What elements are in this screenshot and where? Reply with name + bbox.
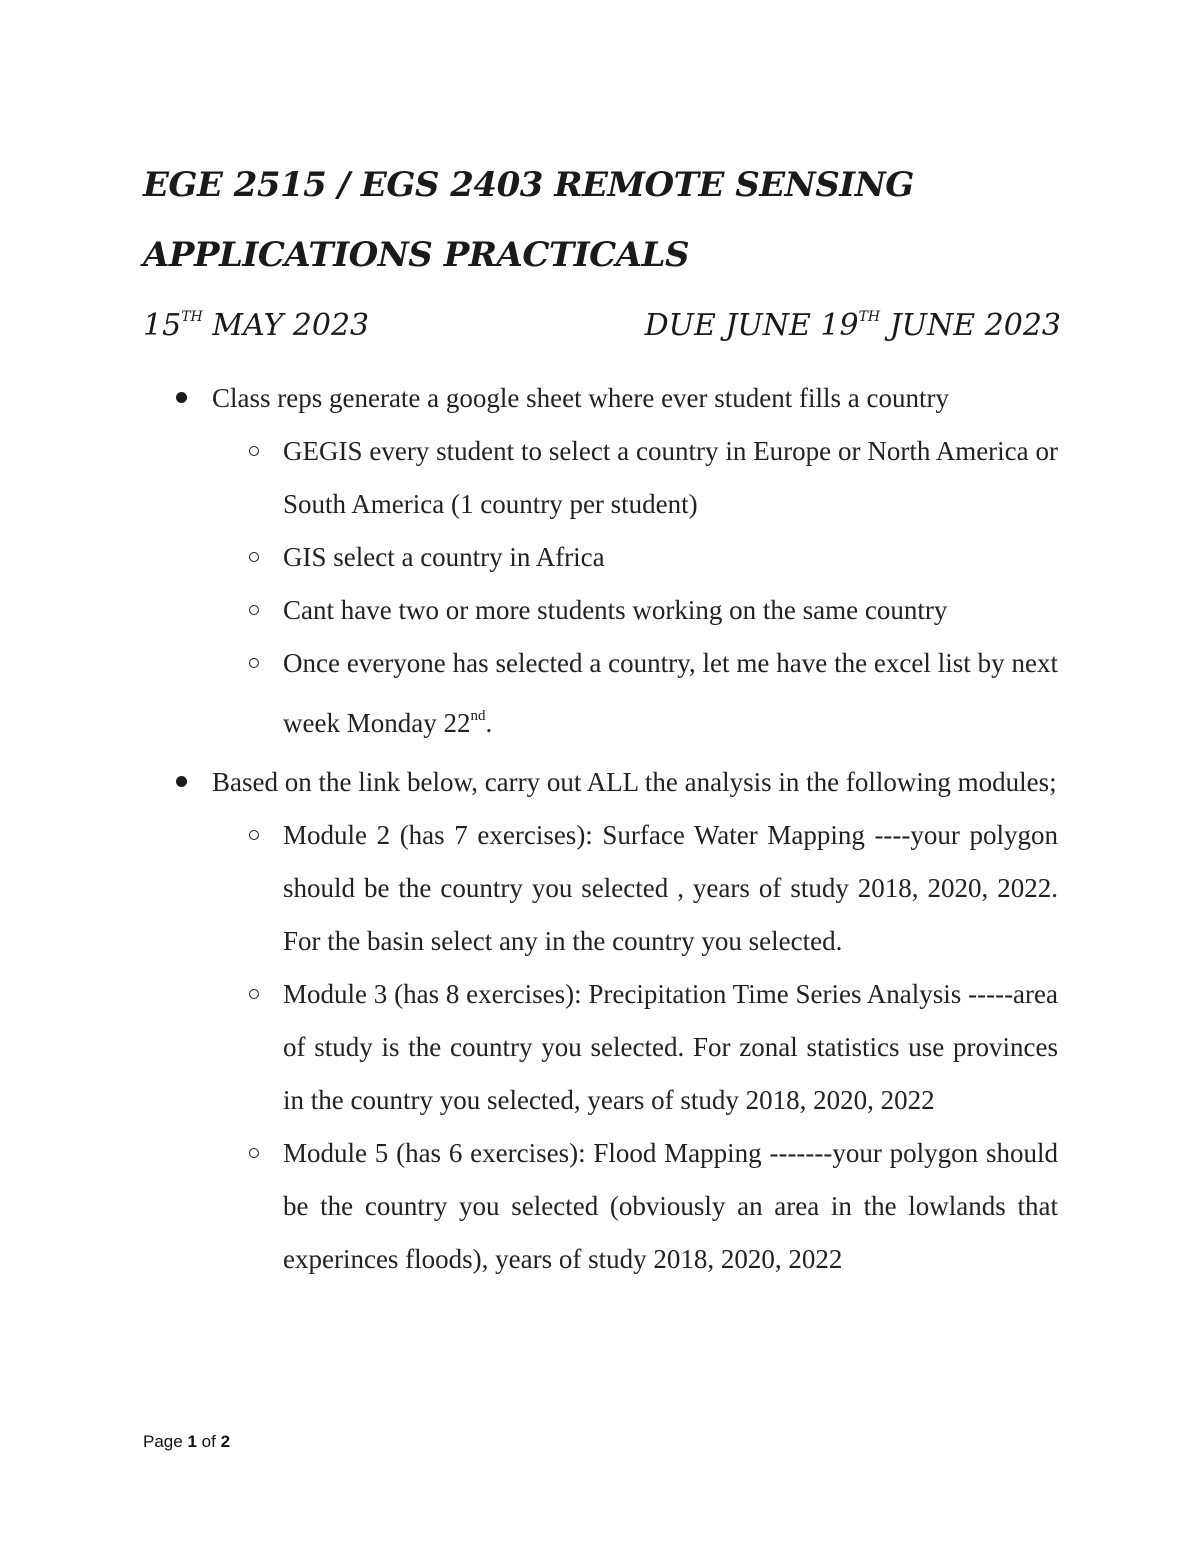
sub-list (212, 809, 1058, 1286)
circle-bullet-icon (249, 830, 259, 840)
list-item-modules (170, 756, 1058, 1286)
list-item-text: Class reps generate a google sheet where ever student fills a country (212, 383, 949, 413)
due-date: DUE JUNE 19TH JUNE 2023 (644, 308, 1061, 343)
instruction-list (170, 372, 1058, 1286)
circle-bullet-icon (249, 446, 259, 456)
circle-bullet-icon (249, 552, 259, 562)
sub-list-item: Module 2 (has 7 exercises): Surface Water Mapping ----your polygon should be the country you selected , years of study 2018, 2020, 2022. For the basin select any in the country you selected. (212, 809, 1058, 968)
sub-list-item: Module 3 (has 8 exercises): Precipitation Time Series Analysis -----area of study is the country you selected. For zonal statistics use provinces in the country you selected, years of study 2018, 2020, 2022 (212, 968, 1058, 1127)
bullet-icon (176, 392, 187, 403)
circle-bullet-icon (249, 658, 259, 668)
list-item-text: Based on the link below, carry out ALL the analysis in the following modules; (212, 767, 1057, 797)
issue-date: 15TH MAY 2023 (143, 308, 370, 343)
date-row (143, 292, 1061, 351)
page-footer: Page 1 of 2 (143, 1432, 231, 1451)
circle-bullet-icon (249, 605, 259, 615)
list-item-class-reps (170, 372, 1058, 756)
sub-list-item: Cant have two or more students working on the same country (212, 584, 1058, 637)
circle-bullet-icon (249, 1148, 259, 1158)
sub-list-item: Once everyone has selected a country, let me have the excel list by next week Monday 22nd. (212, 637, 1058, 750)
sub-list-item: GIS select a country in Africa (212, 531, 1058, 584)
sub-list-item: GEGIS every student to select a country in Europe or North America or South America (1 country per student) (212, 425, 1058, 531)
document-title: EGE 2515 / EGS 2403 REMOTE SENSING APPLICATIONS PRACTICALS (143, 165, 914, 275)
sub-list (212, 425, 1058, 750)
sub-list-item: Module 5 (has 6 exercises): Flood Mapping -------your polygon should be the country you selected (obviously an area in the lowlands that experinces floods), years of study 2018, 2020, 2022 (212, 1127, 1058, 1286)
circle-bullet-icon (249, 989, 259, 999)
bullet-icon (176, 776, 187, 787)
